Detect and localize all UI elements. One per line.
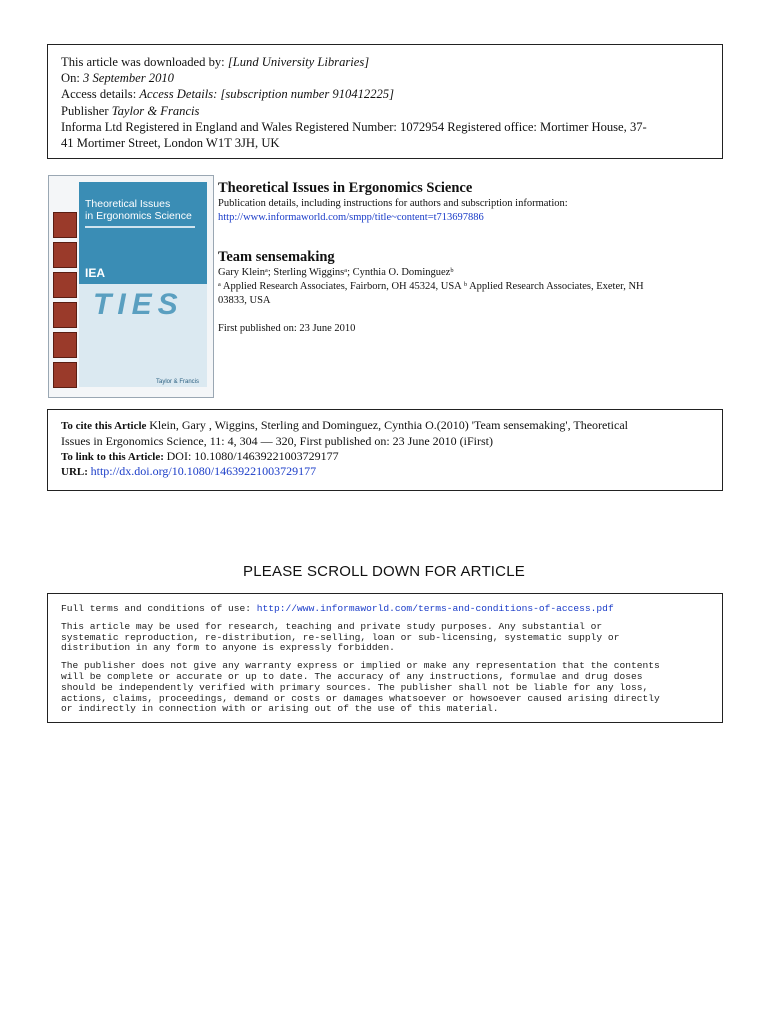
cite-text-1: Klein, Gary , Wiggins, Sterling and Dominguez, Cynthia O.(2010) 'Team sensemaking', Theoretical (149, 418, 628, 432)
journal-url-link[interactable]: http://www.informaworld.com/smpp/title~content=t713697886 (218, 212, 484, 223)
cite-line-1 (61, 418, 709, 434)
terms-url-link[interactable]: http://www.informaworld.com/terms-and-conditions-of-access.pdf (256, 603, 614, 614)
terms-para-1-line-3: distribution in any form to anyone is expressly forbidden. (61, 642, 395, 654)
cover-title-line-2: in Ergonomics Science (85, 210, 192, 222)
cover-divider (85, 226, 195, 228)
affiliation-line-2: 03833, USA (218, 295, 271, 306)
cover-title (85, 198, 192, 222)
terms-para-2-line-5: or indirectly in connection with or arising out of the use of this material. (61, 703, 499, 715)
cite-text-2: Issues in Ergonomics Science, 11: 4, 304 — 320, First published on: 23 June 2010 (iFirst) (61, 433, 493, 448)
downloaded-by-value: [Lund University Libraries] (227, 55, 370, 69)
iea-logo: IEA (85, 266, 106, 280)
download-date-value: 3 September 2010 (83, 71, 174, 86)
cover-title-line-1: Theoretical Issues (85, 198, 171, 210)
first-published: First published on: 23 June 2010 (218, 323, 356, 334)
terms-box (47, 593, 723, 723)
terms-para-1-line-2: systematic reproduction, re-distribution, re-selling, loan or sub-licensing, systematic supply or (61, 631, 620, 643)
download-info-box (47, 44, 723, 159)
terms-para-2-line-1: The publisher does not give any warranty express or implied or make any representation that the contents (61, 660, 660, 672)
article-title: Team sensemaking (218, 249, 335, 265)
terms-para-2-line-4: actions, claims, proceedings, demand or costs or damages whatsoever or howsoever caused arising directly (61, 692, 660, 704)
publisher-line (61, 103, 709, 119)
url-line (61, 464, 709, 480)
doi-value: DOI: 10.1080/14639221003729177 (166, 448, 339, 463)
terms-intro (61, 604, 709, 615)
publisher-value: Taylor & Francis (111, 103, 200, 118)
terms-para-2-line-2: will be complete or accurate or up to date. The accuracy of any instructions, formulae and drug doses (61, 670, 643, 682)
ties-logo: TIES (93, 288, 184, 321)
scroll-down-heading: PLEASE SCROLL DOWN FOR ARTICLE (243, 563, 525, 580)
cover-publisher-logo: Taylor & Francis (155, 379, 199, 385)
url-label: URL: (61, 466, 91, 479)
link-label: To link to this Article: (61, 450, 167, 463)
publication-details: Publication details, including instructions for authors and subscription information: (218, 198, 568, 209)
affiliation-line-1: ᵃ Applied Research Associates, Fairborn, OH 45324, USA ᵇ Applied Research Associates, Exeter, NH (218, 281, 644, 292)
cite-label: To cite this Article (61, 420, 150, 432)
downloaded-by-label: This article was downloaded by: (61, 55, 228, 69)
journal-title: Theoretical Issues in Ergonomics Science (218, 180, 473, 196)
doi-url-link[interactable]: http://dx.doi.org/10.1080/14639221003729177 (90, 464, 317, 479)
terms-para-2-line-3: should be independently verified with primary sources. The publisher shall not be liable for any loss, (61, 681, 649, 693)
citation-box (47, 409, 723, 491)
download-date-line (61, 70, 709, 86)
downloaded-by-line (61, 54, 709, 70)
terms-para-1-line-1: This article may be used for research, teaching and private study purposes. Any substantial or (61, 620, 603, 632)
download-date-label: On: (61, 71, 84, 86)
publisher-label: Publisher (61, 103, 112, 118)
article-authors: Gary Kleinᵃ; Sterling Wigginsᵃ; Cynthia O. Dominguezᵇ (218, 267, 454, 278)
access-details-value: Access Details: [subscription number 910412225] (139, 87, 394, 102)
article-info (218, 180, 723, 336)
registered-office-line-1: Informa Ltd Registered in England and Wales Registered Number: 1072954 Registered office: Mortimer House, 37- (61, 119, 647, 134)
access-details-label: Access details: (61, 87, 140, 102)
registered-office-line-2: 41 Mortimer Street, London W1T 3JH, UK (61, 136, 280, 151)
terms-para-1 (61, 622, 709, 654)
access-details-line (61, 86, 709, 102)
link-line (61, 449, 709, 465)
terms-para-2 (61, 661, 709, 715)
journal-cover-image (48, 175, 214, 398)
terms-intro-label: Full terms and conditions of use: (61, 603, 257, 614)
cover-photo-strip (53, 212, 77, 392)
